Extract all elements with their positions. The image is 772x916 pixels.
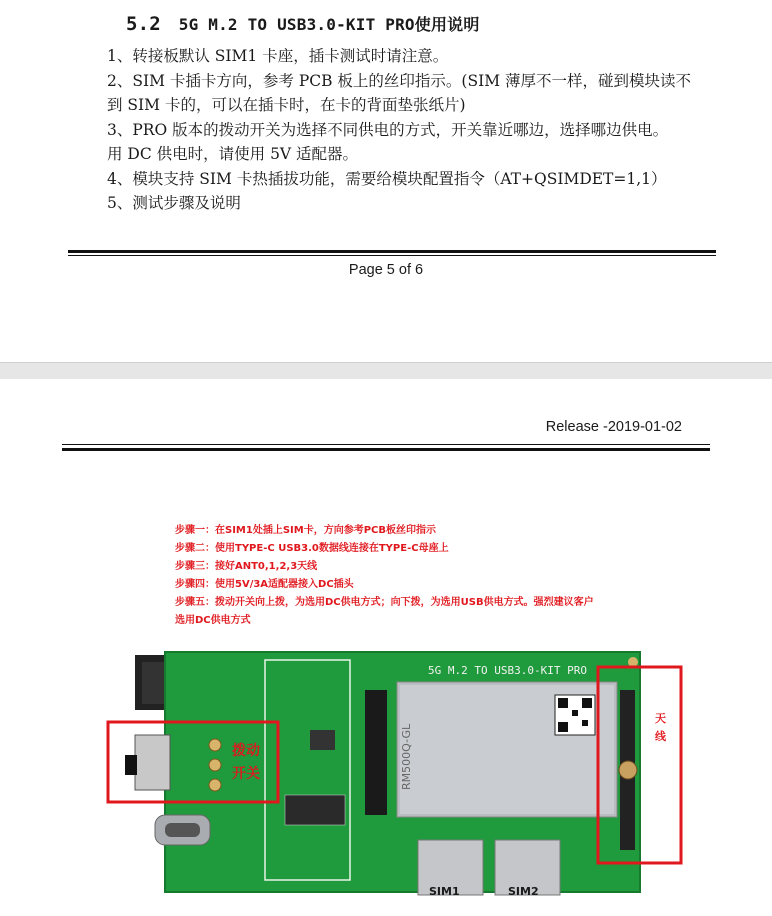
switch-label-2: 开关: [232, 766, 260, 782]
pdf-page-5: [0, 0, 772, 362]
paragraph-3a: 3、PRO 版本的拨动开关为选择不同供电的方式，开关靠近哪边，选择哪边供电。: [107, 121, 669, 139]
pcb-illustration: [100, 640, 690, 902]
test-steps: [175, 522, 594, 630]
footer-rule-thin: [68, 255, 716, 256]
page-gap: [0, 362, 772, 380]
switch-label-1: 拨动: [232, 743, 260, 759]
m2-connector: [365, 690, 387, 815]
antenna-label-1: 天: [655, 712, 666, 725]
board-photo: [100, 640, 690, 902]
section-title-text: 5G M.2 TO USB3.0-KIT PRO使用说明: [178, 15, 480, 34]
qr-code: [555, 695, 595, 735]
paragraph-3b: 用 DC 供电时，请使用 5V 适配器。: [107, 145, 359, 163]
paragraph-1: 1、转接板默认 SIM1 卡座，插卡测试时请注意。: [107, 47, 449, 65]
step-1: 步骤一：在SIM1处插上SIM卡，方向参考PCB板丝印指示: [175, 525, 436, 536]
step-4: 步骤四：使用5V/3A适配器接入DC插头: [175, 579, 354, 590]
step-5: 步骤五：拨动开关向上拨，为选用DC供电方式；向下拨，为选用USB供电方式。强烈建议客户: [175, 597, 594, 608]
release-date: Release -2019-01-02: [545, 419, 682, 435]
paragraph-2b: 到 SIM 卡的，可以在插卡时，在卡的背面垫张纸片): [107, 96, 466, 114]
paragraph-4: 4、模块支持 SIM 卡热插拔功能，需要给模块配置指令（AT+QSIMDET=1,1）: [107, 170, 667, 188]
paragraph-5: 5、测试步骤及说明: [107, 194, 241, 212]
module-label: RM500Q-GL: [400, 723, 413, 790]
footer-rule-thick: [68, 250, 716, 253]
step-5-cont: 选用DC供电方式: [175, 615, 251, 626]
section-heading: [126, 12, 480, 35]
step-3: 步骤三：接好ANT0,1,2,3天线: [175, 561, 318, 572]
sim1-label: SIM1: [429, 885, 460, 898]
antenna-label-2: 线: [655, 730, 666, 743]
header-rule-thick: [62, 448, 710, 451]
section-number: 5.2: [126, 13, 161, 35]
page-number: Page 5 of 6: [348, 262, 424, 278]
slide-switch: [135, 735, 170, 790]
silkscreen-text: 5G M.2 TO USB3.0-KIT PRO: [428, 664, 587, 677]
step-2: 步骤二：使用TYPE-C USB3.0数据线连接在TYPE-C母座上: [175, 543, 449, 554]
paragraph-2a: 2、SIM 卡插卡方向，参考 PCB 板上的丝印指示。(SIM 薄厚不一样，碰到模块读不: [107, 72, 692, 90]
sim2-label: SIM2: [508, 885, 539, 898]
header-rule-thin: [62, 444, 710, 445]
